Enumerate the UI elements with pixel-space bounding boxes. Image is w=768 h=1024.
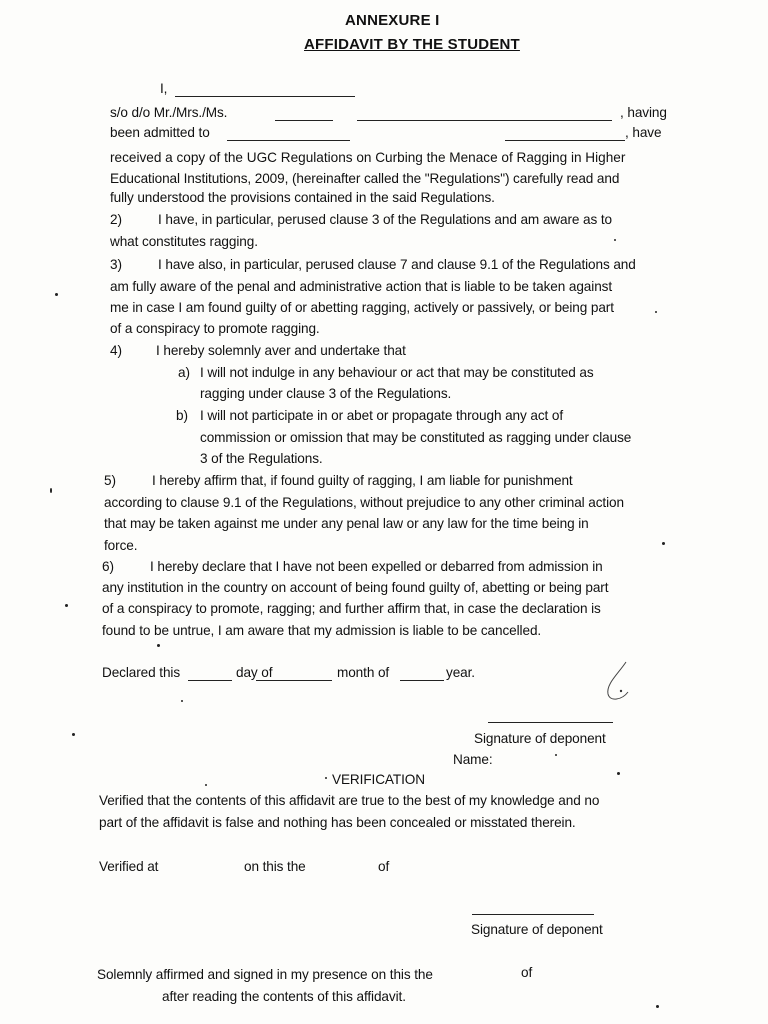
verification-signature-line (472, 914, 594, 915)
verification-heading: VERIFICATION (332, 772, 425, 787)
deponent-signature-line (488, 722, 613, 723)
clause-6-number: 6) (102, 559, 114, 574)
scan-speck (205, 784, 207, 786)
scan-speck (50, 488, 52, 493)
parent-title-blank (275, 120, 333, 121)
month-blank (256, 680, 332, 681)
footer-line-2: after reading the contents of this affidavit. (162, 989, 406, 1004)
institution-blank-1 (227, 140, 350, 141)
clause-4a-label: a) (178, 365, 190, 380)
clause-4b-line-2: commission or omission that may be constituted as ragging under clause (200, 430, 632, 445)
clause-3-line-2: am fully aware of the penal and administrative action that is liable to be taken against (110, 279, 613, 294)
year-label: year. (446, 665, 475, 680)
annexure-label: ANNEXURE I (345, 12, 440, 29)
clause-2-number: 2) (110, 212, 122, 227)
clause-6-line-2: any institution in the country on account of being found guilty of, abetting or being part (102, 580, 609, 595)
intro-having: , having (620, 105, 667, 120)
intro-have: , have (625, 125, 662, 140)
scan-speck (72, 733, 75, 736)
clause-4a-line-1: I will not indulge in any behaviour or act that may be constituted as (200, 365, 594, 380)
clause-5-line-2: according to clause 9.1 of the Regulations, without prejudice to any other criminal action (104, 495, 624, 510)
deponent-name-label: Name: (453, 752, 493, 767)
scan-speck (157, 644, 160, 647)
day-of: day of (236, 665, 273, 680)
verified-at-label: Verified at (99, 859, 159, 874)
clause-2-line-1: I have, in particular, perused clause 3 of the Regulations and am aware as to (158, 212, 613, 227)
day-blank (188, 680, 232, 681)
clause-3-number: 3) (110, 257, 122, 272)
clause-4a-line-2: ragging under clause 3 of the Regulations. (200, 386, 452, 401)
clause-5-number: 5) (104, 473, 116, 488)
intro-line-3 (110, 149, 674, 167)
scan-speck (65, 604, 68, 607)
verification-signature-label: Signature of deponent (471, 922, 603, 937)
scan-speck (555, 754, 557, 756)
pen-mark-icon (598, 660, 638, 710)
scan-speck (656, 1005, 659, 1008)
intro-parent-prefix: s/o d/o Mr./Mrs./Ms. (110, 105, 228, 120)
clause-4b-label: b) (176, 408, 188, 423)
scan-speck (662, 542, 665, 545)
verification-line-2: part of the affidavit is false and nothing has been concealed or misstated therein. (99, 815, 576, 830)
page-title: AFFIDAVIT BY THE STUDENT (304, 36, 520, 53)
year-blank (400, 680, 444, 681)
clause-4-number: 4) (110, 343, 122, 358)
on-this-the-label: on this the (244, 859, 306, 874)
clause-4-line-1: I hereby solemnly aver and undertake that (156, 343, 406, 358)
parent-name-blank (357, 120, 612, 121)
institution-blank-2 (505, 140, 625, 141)
scan-speck (655, 311, 657, 313)
intro-line-3-text: received a copy of the UGC Regulations on Curbing the Menace of Ragging in Higher (110, 150, 626, 165)
clause-5-line-1: I hereby affirm that, if found guilty of ragging, I am liable for punishment (152, 473, 573, 488)
clause-6-line-3: of a conspiracy to promote, ragging; and further affirm that, in case the declaration is (102, 601, 601, 616)
scan-speck (614, 239, 616, 241)
intro-i-prefix: I, (160, 81, 168, 96)
scan-speck (55, 293, 58, 296)
verification-of-label: of (378, 859, 390, 874)
intro-admitted-prefix: been admitted to (110, 125, 210, 140)
declared-this: Declared this (102, 665, 181, 680)
clause-2-line-2: what constitutes ragging. (110, 234, 258, 249)
scan-speck (181, 700, 183, 702)
intro-line-4: Educational Institutions, 2009, (hereinafter called the "Regulations") carefully read and (110, 171, 620, 186)
clause-6-line-4: found to be untrue, I am aware that my admission is liable to be cancelled. (102, 623, 542, 638)
clause-3-line-3: me in case I am found guilty of or abetting ragging, actively or passively, or being part (110, 300, 614, 315)
clause-5-line-4: force. (104, 538, 138, 553)
clause-3-line-4: of a conspiracy to promote ragging. (110, 321, 320, 336)
month-of: month of (337, 665, 390, 680)
clause-3-line-1: I have also, in particular, perused clause 7 and clause 9.1 of the Regulations and (158, 257, 636, 272)
student-name-blank (175, 96, 355, 97)
clause-4b-line-1: I will not participate in or abet or propagate through any act of (200, 408, 564, 423)
clause-5-line-3: that may be taken against me under any penal law or any law for the time being in (104, 516, 589, 531)
clause-4b-line-3: 3 of the Regulations. (200, 451, 323, 466)
scan-speck (617, 772, 620, 775)
intro-line-5: fully understood the provisions contained in the said Regulations. (110, 190, 495, 205)
clause-6-line-1: I hereby declare that I have not been expelled or debarred from admission in (150, 559, 603, 574)
scan-speck (325, 777, 327, 779)
deponent-signature-label: Signature of deponent (474, 731, 606, 746)
footer-of-label: of (521, 965, 533, 980)
footer-line-1: Solemnly affirmed and signed in my presence on this the (97, 967, 433, 982)
verification-line-1: Verified that the contents of this affidavit are true to the best of my knowledge and no (99, 793, 600, 808)
